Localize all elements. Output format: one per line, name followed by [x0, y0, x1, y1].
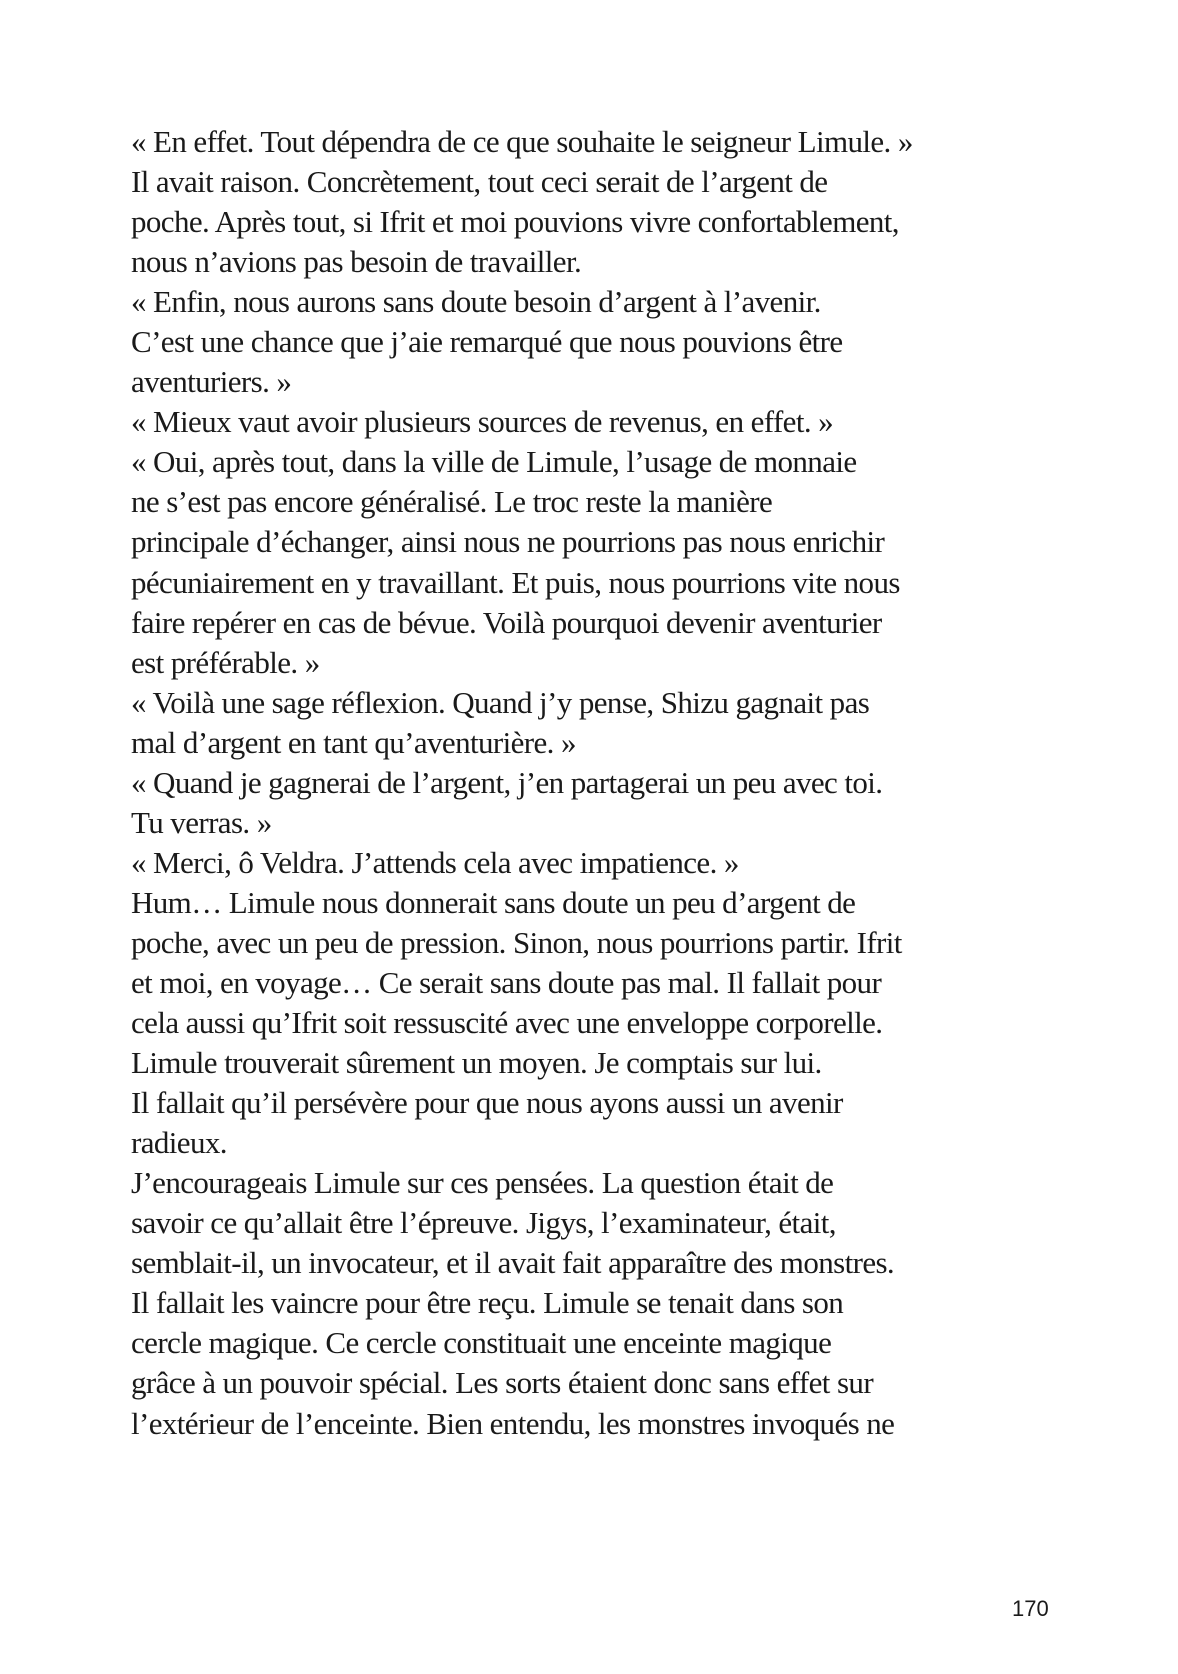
page-number: 170 — [1012, 1596, 1049, 1621]
text-line: « Mieux vaut avoir plusieurs sources de revenus, en effet. » — [131, 404, 834, 440]
text-line: Hum… Limule nous donnerait sans doute un peu d’argent de — [131, 884, 856, 920]
text-line: « Enfin, nous aurons sans doute besoin d’argent à l’avenir. — [131, 284, 821, 320]
text-line: Il avait raison. Concrètement, tout ceci serait de l’argent de — [131, 164, 828, 200]
text-line: mal d’argent en tant qu’aventurière. » — [131, 724, 576, 760]
text-line: poche. Après tout, si Ifrit et moi pouvions vivre confortablement, — [131, 204, 899, 240]
text-line: est préférable. » — [131, 644, 320, 680]
text-line: radieux. — [131, 1125, 227, 1161]
text-line: Il fallait les vaincre pour être reçu. Limule se tenait dans son — [131, 1285, 844, 1321]
text-line: savoir ce qu’allait être l’épreuve. Jigys, l’examinateur, était, — [131, 1205, 836, 1241]
text-line: Limule trouverait sûrement un moyen. Je comptais sur lui. — [131, 1045, 822, 1081]
text-line: l’extérieur de l’enceinte. Bien entendu, les monstres invoqués ne — [131, 1405, 895, 1441]
text-line: « Voilà une sage réflexion. Quand j’y pense, Shizu gagnait pas — [131, 684, 870, 720]
text-line: « Quand je gagnerai de l’argent, j’en partagerai un peu avec toi. — [131, 764, 883, 800]
text-line: nous n’avions pas besoin de travailler. — [131, 244, 582, 280]
text-line: « Merci, ô Veldra. J’attends cela avec impatience. » — [131, 844, 739, 880]
text-line: semblait-il, un invocateur, et il avait fait apparaître des monstres. — [131, 1245, 895, 1281]
text-line: cela aussi qu’Ifrit soit ressuscité avec une enveloppe corporelle. — [131, 1005, 883, 1041]
text-line: et moi, en voyage… Ce serait sans doute pas mal. Il fallait pour — [131, 964, 882, 1000]
text-line: pécuniairement en y travaillant. Et puis, nous pourrions vite nous — [131, 564, 900, 600]
body-text — [131, 122, 991, 1444]
text-line: C’est une chance que j’aie remarqué que nous pouvions être — [131, 324, 843, 360]
text-line: ne s’est pas encore généralisé. Le troc reste la manière — [131, 484, 773, 520]
text-line: Il fallait qu’il persévère pour que nous ayons aussi un avenir — [131, 1085, 843, 1121]
text-line: poche, avec un peu de pression. Sinon, nous pourrions partir. Ifrit — [131, 924, 902, 960]
text-line: cercle magique. Ce cercle constituait une enceinte magique — [131, 1325, 832, 1361]
text-line: faire repérer en cas de bévue. Voilà pourquoi devenir aventurier — [131, 604, 882, 640]
text-line: principale d’échanger, ainsi nous ne pourrions pas nous enrichir — [131, 524, 885, 560]
text-line: J’encourageais Limule sur ces pensées. La question était de — [131, 1165, 834, 1201]
text-line: « Oui, après tout, dans la ville de Limule, l’usage de monnaie — [131, 444, 857, 480]
text-line: Tu verras. » — [131, 804, 272, 840]
text-line: aventuriers. » — [131, 364, 292, 400]
text-line: grâce à un pouvoir spécial. Les sorts étaient donc sans effet sur — [131, 1365, 874, 1401]
text-line: « En effet. Tout dépendra de ce que souhaite le seigneur Limule. » — [131, 124, 913, 159]
